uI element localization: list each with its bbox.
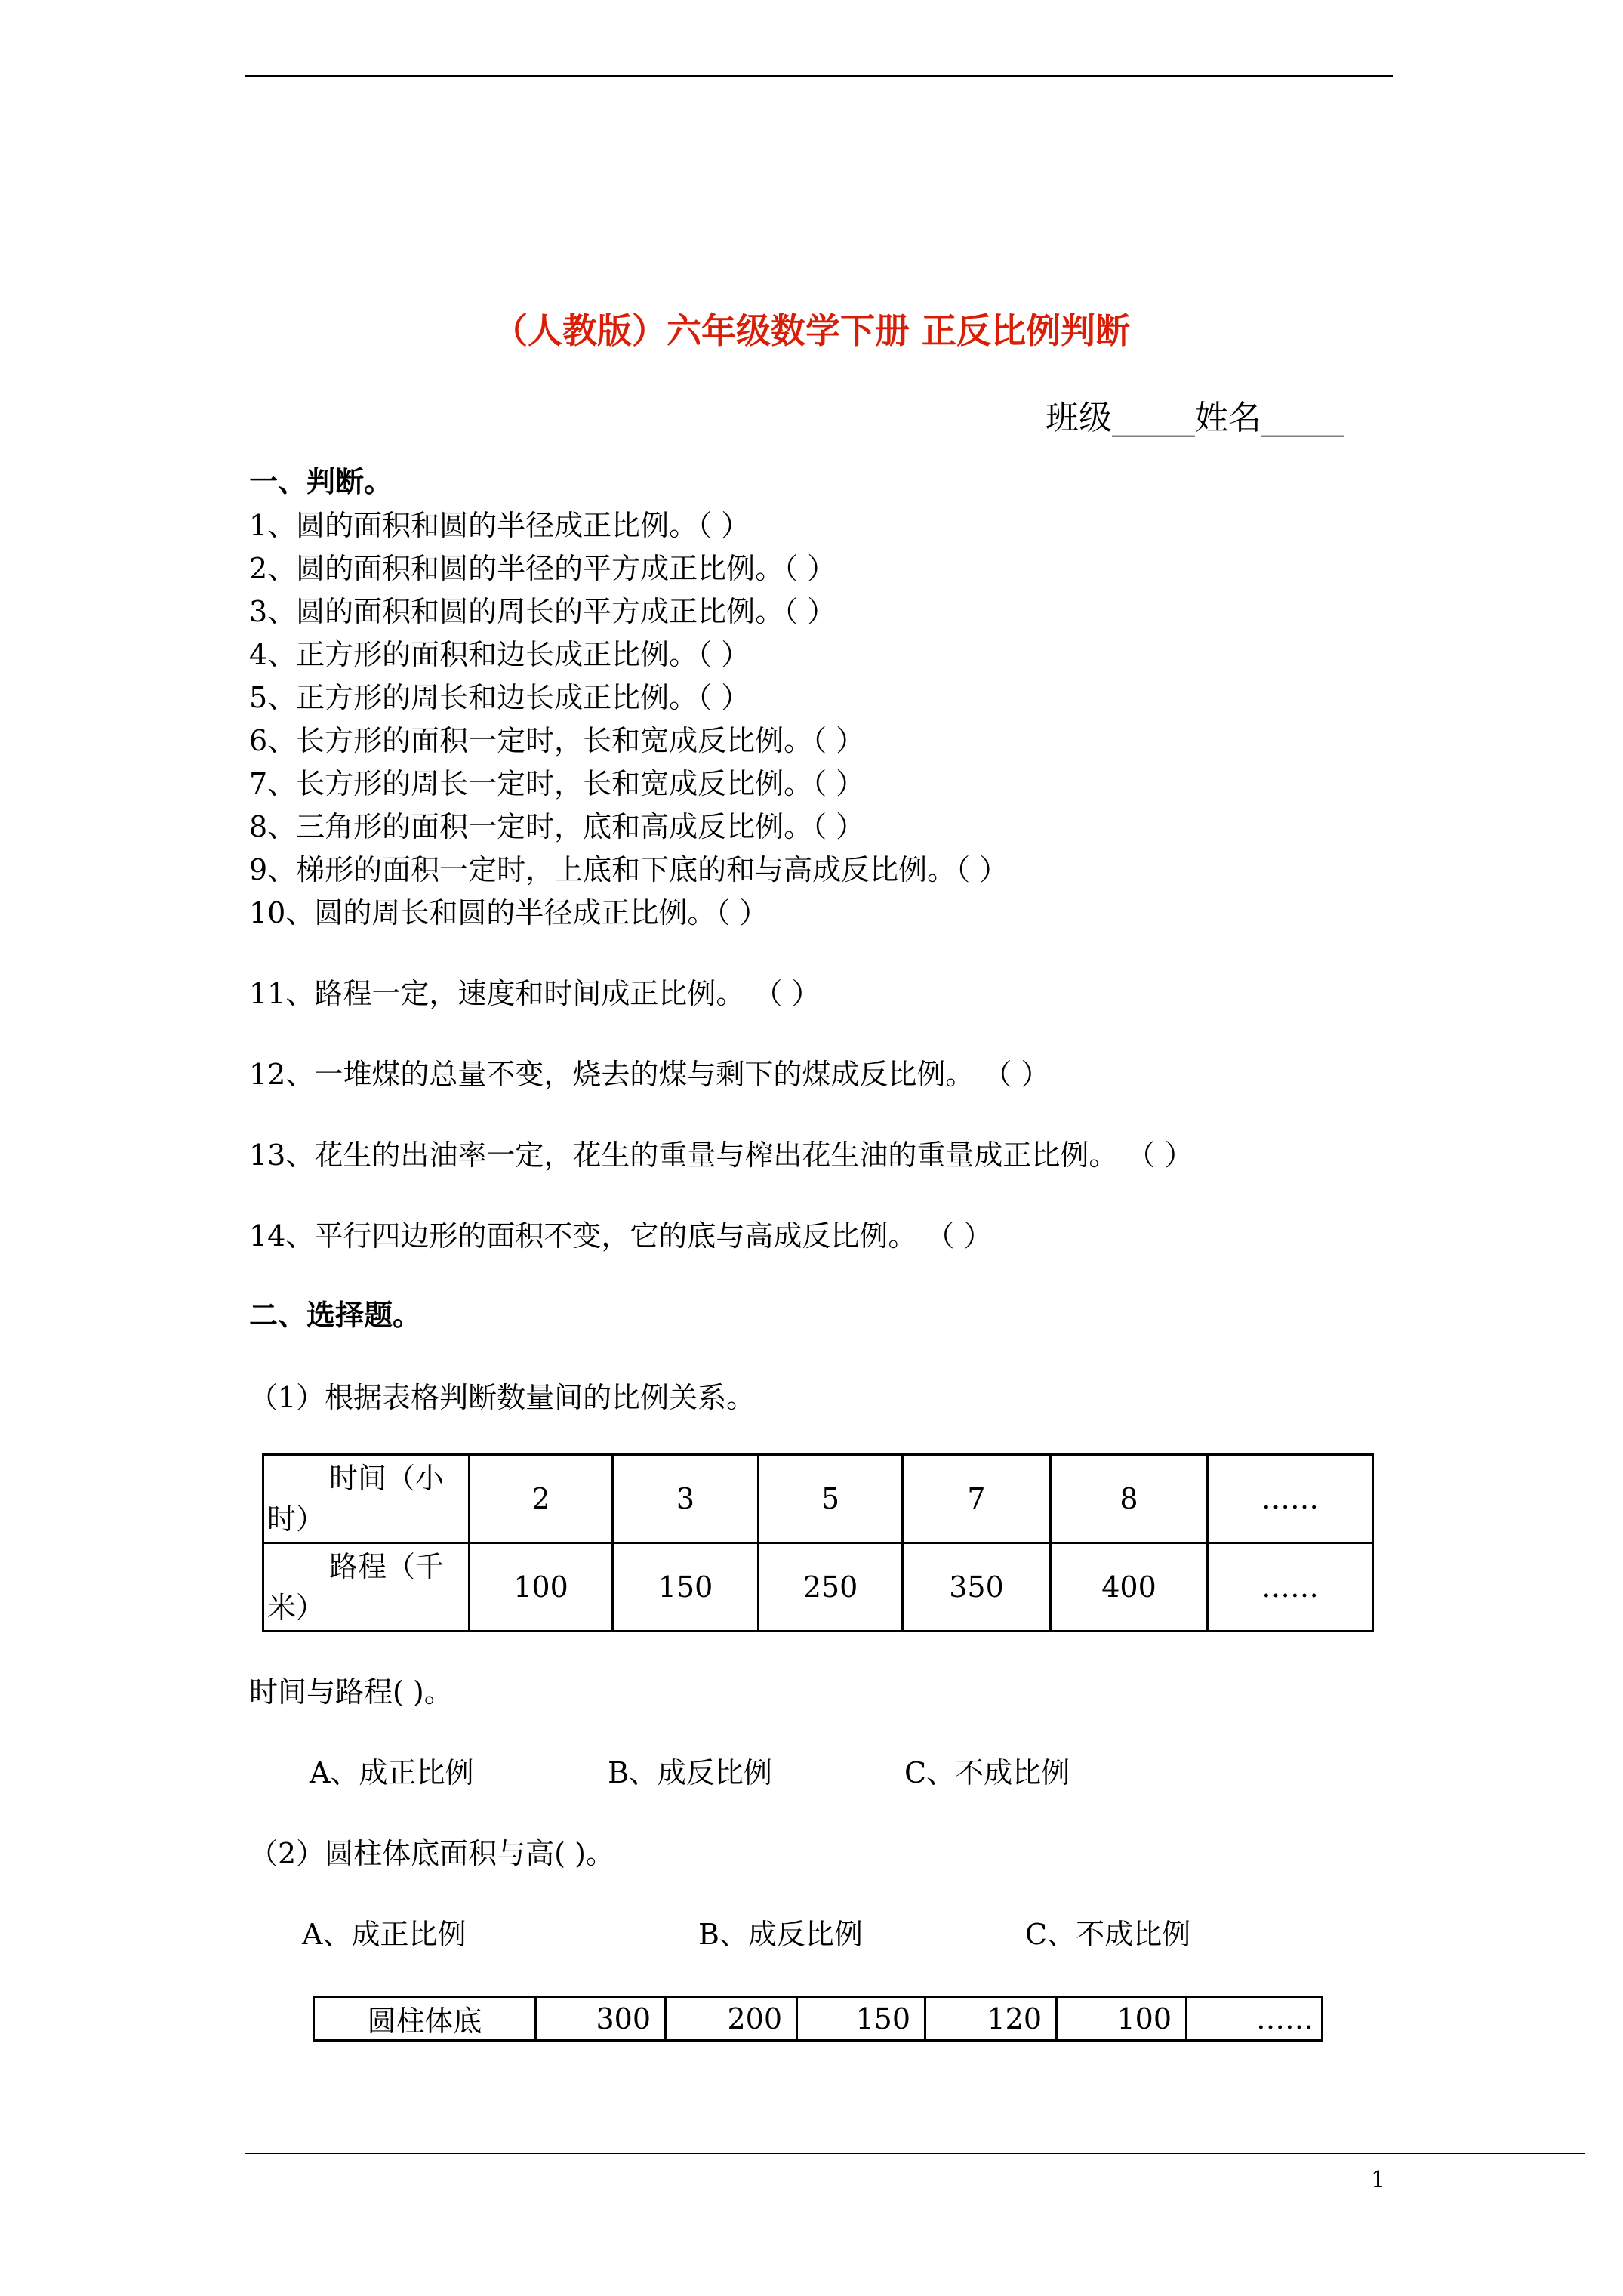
judgment-item: 13、花生的出油率一定，花生的重量与榨出花生油的重量成正比例。 （ ） <box>249 1139 1193 1172</box>
judgment-item: 12、一堆煤的总量不变，烧去的煤与剩下的煤成反比例。 （ ） <box>249 1058 1050 1091</box>
q2-option-b: B、成反比例 <box>698 1918 863 1951</box>
judgment-item: 1、圆的面积和圆的半径成正比例。（ ） <box>249 509 750 542</box>
time-distance-table <box>262 1453 1374 1632</box>
table-cell: 350 <box>903 1543 1051 1632</box>
table-cell: 8 <box>1051 1455 1208 1543</box>
judgment-item: 14、平行四边形的面积不变，它的底与高成反比例。 （ ） <box>249 1219 993 1253</box>
header-rule <box>245 75 1393 77</box>
cylinder-table <box>313 1996 1323 2042</box>
table-cell: 400 <box>1051 1543 1208 1632</box>
judgment-item: 3、圆的面积和圆的周长的平方成正比例。（ ） <box>249 595 836 628</box>
table-cell: 3 <box>613 1455 759 1543</box>
table-cell: 150 <box>797 1997 925 2041</box>
class-name-line: 班级_____姓名_____ <box>1046 399 1344 437</box>
page-title: （人教版）六年级数学下册 正反比例判断 <box>492 310 1130 351</box>
table-cell: 250 <box>759 1543 903 1632</box>
table-row <box>263 1543 1373 1632</box>
judgment-item: 7、长方形的周长一定时，长和宽成反比例。（ ） <box>249 767 865 800</box>
q1-question: 时间与路程( )。 <box>249 1675 453 1709</box>
q2-prompt: （2）圆柱体底面积与高( )。 <box>249 1837 614 1870</box>
table-cell: 5 <box>759 1455 903 1543</box>
judgment-item: 8、三角形的面积一定时，底和高成反比例。（ ） <box>249 810 865 843</box>
judgment-item: 10、圆的周长和圆的半径成正比例。（ ） <box>249 896 768 929</box>
table-cell: 7 <box>903 1455 1051 1543</box>
judgment-item: 2、圆的面积和圆的半径的平方成正比例。（ ） <box>249 552 836 585</box>
table-cell: 200 <box>666 1997 797 2041</box>
table-cell: 2 <box>470 1455 613 1543</box>
row-header-time: 时间（小 时） <box>263 1455 470 1543</box>
q1-option-b: B、成反比例 <box>608 1756 772 1789</box>
table-cell: 100 <box>470 1543 613 1632</box>
table-row <box>263 1455 1373 1543</box>
table-cell: 100 <box>1057 1997 1187 2041</box>
row-header-distance: 路程（千 米） <box>263 1543 470 1632</box>
footer-rule <box>245 2153 1585 2154</box>
q2-option-a: A、成正比例 <box>302 1918 467 1951</box>
table-cell: 120 <box>925 1997 1057 2041</box>
table-cell: …… <box>1208 1455 1373 1543</box>
judgment-item: 4、正方形的面积和边长成正比例。（ ） <box>249 638 750 671</box>
judgment-item: 11、路程一定，速度和时间成正比例。 （ ） <box>249 977 821 1010</box>
judgment-item: 6、长方形的面积一定时，长和宽成反比例。（ ） <box>249 724 865 757</box>
q1-option-c: C、不成比例 <box>904 1756 1070 1789</box>
table-cell: 300 <box>536 1997 666 2041</box>
q1-prompt: （1）根据表格判断数量间的比例关系。 <box>249 1381 756 1414</box>
page-number: 1 <box>1371 2167 1386 2193</box>
q2-option-c: C、不成比例 <box>1025 1918 1191 1951</box>
table-row <box>314 1997 1323 2041</box>
row-header-cylinder: 圆柱体底 <box>314 1997 536 2041</box>
judgment-item: 9、梯形的面积一定时，上底和下底的和与高成反比例。（ ） <box>249 853 1009 886</box>
table-cell: …… <box>1208 1543 1373 1632</box>
table-cell: …… <box>1187 1997 1323 2041</box>
q1-option-a: A、成正比例 <box>310 1756 474 1789</box>
section1-heading: 一、判断。 <box>249 464 393 498</box>
table-cell: 150 <box>613 1543 759 1632</box>
section2-heading: 二、选择题。 <box>249 1298 422 1332</box>
judgment-item: 5、正方形的周长和边长成正比例。（ ） <box>249 681 750 714</box>
